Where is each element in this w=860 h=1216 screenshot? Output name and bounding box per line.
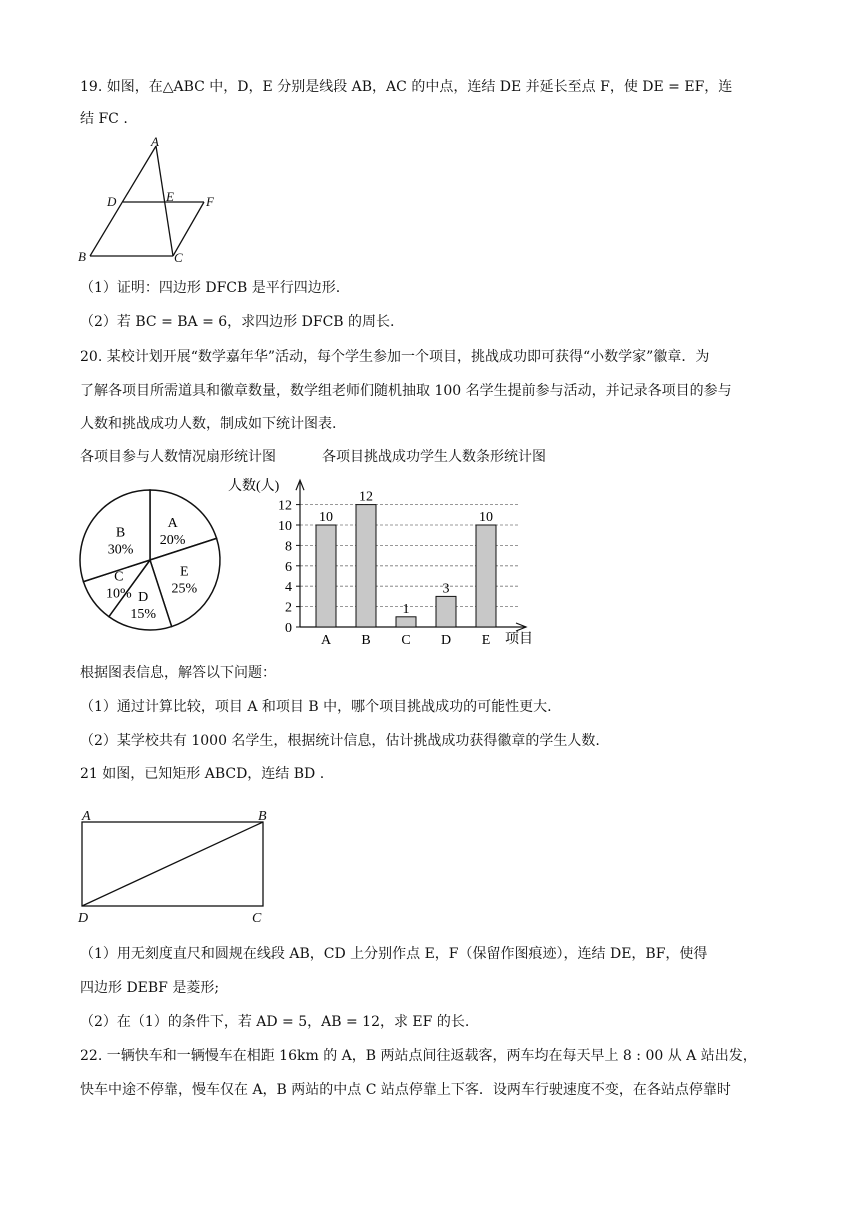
pie-chart-title: 各项目参与人数情况扇形统计图 — [80, 449, 276, 465]
bar-chart — [222, 470, 552, 650]
bar-D — [436, 596, 456, 627]
pie-label-A: A — [167, 515, 178, 531]
label-A: A — [151, 134, 159, 149]
q20-line-2: 了解各项目所需道具和徽章数量，数学组老师们随机抽取 100 名学生提前参与活动，并记录各项目的参与 — [80, 383, 732, 399]
pie-label-B: B — [115, 525, 126, 541]
q19-line-1: 19. 如图，在△ABC 中，D，E 分别是线段 AB，AC 的中点，连结 DE 并延长至点 F，使 DE = EF，连 — [80, 79, 733, 95]
pie-pct-E: 25% — [171, 581, 198, 597]
x-tick-label-D: D — [440, 633, 452, 648]
q21-sub-2: （2）在（1）的条件下，若 AD = 5，AB = 12，求 EF 的长. — [80, 1014, 470, 1030]
bar-value-B: 12 — [359, 489, 373, 505]
x-tick-label-B: B — [361, 633, 371, 648]
label-B: B — [78, 249, 86, 264]
y-tick-label: 4 — [285, 580, 292, 596]
label-D: D — [107, 194, 117, 209]
y-tick-label: 0 — [285, 621, 292, 636]
pie-pct-A: 20% — [159, 532, 186, 548]
q20-sub-1: （1）通过计算比较，项目 A 和项目 B 中，哪个项目挑战成功的可能性更大. — [80, 699, 552, 715]
pie-pct-C: 10% — [106, 586, 132, 602]
pie-label-C: C — [114, 569, 124, 585]
bar-value-A: 10 — [319, 510, 333, 525]
bar-value-C: 1 — [402, 601, 410, 617]
label-F: F — [206, 194, 214, 209]
pie-pct-B: 30% — [107, 542, 134, 558]
q19-line-2: 结 FC . — [80, 111, 128, 127]
triangle-figure — [76, 134, 226, 264]
q20-sub-2: （2）某学校共有 1000 名学生，根据统计信息，估计挑战成功获得徽章的学生人数. — [80, 733, 600, 749]
q20-line-1: 20. 某校计划开展“数学嘉年华”活动，每个学生参加一个项目，挑战成功即可获得“小数学家”徽章．为 — [80, 349, 710, 365]
q20-line-3: 人数和挑战成功人数，制成如下统计图表. — [80, 416, 337, 432]
bar-C — [396, 617, 416, 627]
q19-sub-1: （1）证明：四边形 DFCB 是平行四边形. — [80, 280, 341, 296]
rect-label-D: D — [78, 911, 89, 926]
bar-E — [476, 525, 496, 627]
pie-label-E: E — [180, 564, 189, 580]
pie-pct-D: 15% — [130, 606, 157, 622]
label-C: C — [174, 250, 183, 264]
label-E: E — [166, 189, 174, 204]
x-tick-label-E: E — [481, 633, 491, 648]
bar-chart-title: 各项目挑战成功学生人数条形统计图 — [322, 449, 546, 465]
rectangle-figure — [76, 806, 276, 926]
y-tick-label: 8 — [285, 539, 292, 555]
q20-after-text: 根据图表信息，解答以下问题： — [80, 665, 276, 681]
bar-B — [356, 505, 376, 627]
pie-chart — [76, 486, 226, 636]
q21-sub-1b: 四边形 DEBF 是菱形; — [80, 980, 220, 996]
rect-label-B: B — [258, 809, 267, 824]
bar-xlabel: 项目 — [505, 632, 533, 647]
y-tick-label: 12 — [278, 498, 292, 514]
rect-label-C: C — [252, 911, 262, 926]
y-tick-label: 10 — [278, 519, 292, 534]
x-tick-label-A: A — [320, 633, 332, 648]
q19-sub-2: （2）若 BC = BA = 6，求四边形 DFCB 的周长. — [80, 314, 395, 330]
bar-value-D: 3 — [442, 581, 450, 597]
x-tick-label-C: C — [401, 633, 411, 648]
rect-label-A: A — [82, 809, 91, 824]
bar-value-E: 10 — [479, 510, 493, 525]
q21-sub-1a: （1）用无刻度直尺和圆规在线段 AB，CD 上分别作点 E，F（保留作图痕迹），连结 DE，BF，使得 — [80, 946, 708, 962]
y-tick-label: 2 — [285, 600, 292, 616]
q21-line-1: 21 如图，已知矩形 ABCD，连结 BD . — [80, 766, 325, 782]
pie-label-D: D — [138, 589, 149, 605]
bar-A — [316, 525, 336, 627]
y-tick-label: 6 — [285, 559, 292, 575]
bar-ylabel: 人数(人) — [228, 479, 280, 494]
q22-line-1: 22. 一辆快车和一辆慢车在相距 16km 的 A，B 两站点间往返载客，两车均在每天早上 8 : 00 从 A 站出发， — [80, 1048, 757, 1064]
q22-line-2: 快车中途不停靠，慢车仅在 A，B 两站的中点 C 站点停靠上下客．设两车行驶速度不变，在各站点停靠时 — [80, 1082, 731, 1098]
